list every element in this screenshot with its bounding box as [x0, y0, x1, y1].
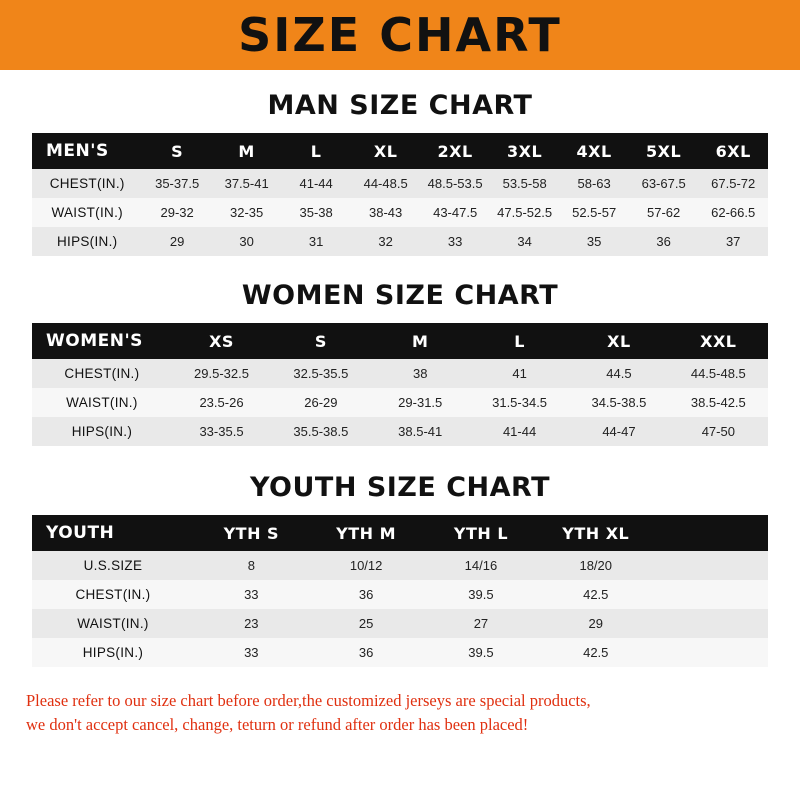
table-header-cell: YTH S	[223, 523, 280, 543]
table-cell: 36	[358, 587, 374, 602]
table-cell: 35-37.5	[155, 176, 200, 191]
table-cell: 47.5-52.5	[497, 205, 553, 220]
table-cell: 37	[725, 234, 741, 249]
table-header-cell: XL	[373, 141, 398, 161]
table-cell: 30	[239, 234, 254, 249]
table-header-cell: 4XL	[576, 141, 612, 161]
table-header-row	[32, 133, 768, 169]
table-cell: 41	[512, 366, 527, 381]
table-cell: 23.5-26	[199, 395, 244, 410]
table-cell: 47-50	[701, 424, 735, 439]
table-cell: 36	[656, 234, 671, 249]
table-cell: 38	[412, 366, 428, 381]
table-header-cell: YTH L	[453, 523, 509, 543]
table-header-cell: YOUTH	[46, 523, 115, 543]
table-cell: 44.5	[606, 366, 632, 381]
table-cell: 29.5-32.5	[194, 366, 249, 381]
women-size-table	[32, 323, 768, 446]
table-cell: 57-62	[647, 205, 681, 220]
row-label: HIPS(IN.)	[71, 424, 133, 439]
table-cell: 34	[517, 234, 532, 249]
table-cell: 38.5-42.5	[690, 395, 746, 410]
table-cell: 32	[378, 234, 393, 249]
section-heading-men: MAN SIZE CHART	[267, 90, 533, 121]
table-row	[32, 580, 768, 609]
table-cell: 32-35	[230, 205, 264, 220]
row-label: CHEST(IN.)	[75, 587, 151, 602]
table-header-cell: M	[412, 331, 429, 351]
table-row	[32, 609, 768, 638]
table-header-cell: YTH M	[336, 523, 397, 543]
table-header-cell: M	[238, 141, 255, 161]
table-cell	[653, 551, 768, 580]
table-cell	[653, 638, 768, 667]
table-row	[32, 388, 768, 417]
table-cell: 34.5-38.5	[591, 395, 647, 410]
women-table-wrap	[32, 323, 768, 446]
men-size-table	[32, 133, 768, 256]
table-cell: 44-47	[602, 424, 636, 439]
table-header-cell: L	[310, 141, 322, 161]
table-cell: 33-35.5	[199, 424, 244, 439]
table-cell: 42.5	[583, 587, 609, 602]
table-cell: 29	[169, 234, 185, 249]
table-row	[32, 551, 768, 580]
men-table-wrap	[32, 133, 768, 256]
table-header-row	[32, 515, 768, 551]
table-header-cell: XXL	[700, 331, 737, 351]
table-cell: 33	[244, 645, 259, 660]
table-cell: 44.5-48.5	[690, 366, 746, 381]
table-header-cell: L	[514, 331, 525, 351]
table-cell: 42.5	[583, 645, 609, 660]
table-header-cell: XS	[209, 331, 234, 351]
table-row	[32, 417, 768, 446]
table-cell: 58-63	[577, 176, 611, 191]
table-cell: 25	[358, 616, 374, 631]
footer-note-line-2: we don't accept cancel, change, teturn or refund after order has been placed!	[26, 714, 529, 734]
table-cell: 52.5-57	[572, 205, 617, 220]
youth-size-table	[32, 515, 768, 667]
table-row	[32, 169, 768, 198]
table-cell: 29-31.5	[398, 395, 443, 410]
table-cell: 31.5-34.5	[492, 395, 548, 410]
section-heading-youth: YOUTH SIZE CHART	[249, 472, 551, 503]
row-label: CHEST(IN.)	[49, 176, 125, 191]
table-header-cell: 3XL	[507, 141, 543, 161]
table-cell: 27	[473, 616, 489, 631]
table-header-cell: 2XL	[437, 141, 473, 161]
section-heading-women: WOMEN SIZE CHART	[241, 280, 559, 311]
row-label: WAIST(IN.)	[66, 395, 138, 410]
table-header-cell	[653, 515, 768, 551]
row-label: WAIST(IN.)	[51, 205, 123, 220]
table-cell: 41-44	[502, 424, 537, 439]
table-header-row	[32, 323, 768, 359]
table-cell: 10/12	[349, 558, 383, 573]
table-cell: 23	[244, 616, 259, 631]
table-header-cell: 6XL	[715, 141, 751, 161]
row-label: HIPS(IN.)	[82, 645, 144, 660]
footer-note	[26, 689, 774, 737]
banner	[0, 0, 800, 70]
table-cell: 48.5-53.5	[427, 176, 483, 191]
table-header-cell: S	[314, 331, 327, 351]
table-cell: 26-29	[304, 395, 338, 410]
table-cell: 39.5	[468, 587, 494, 602]
table-cell: 36	[358, 645, 374, 660]
row-label: CHEST(IN.)	[64, 366, 140, 381]
table-cell: 29	[588, 616, 603, 631]
table-row	[32, 198, 768, 227]
youth-table-wrap	[32, 515, 768, 667]
table-cell: 33	[244, 587, 259, 602]
row-label: WAIST(IN.)	[77, 616, 149, 631]
table-cell: 38-43	[369, 205, 403, 220]
table-header-cell: XL	[607, 331, 631, 351]
table-cell: 67.5-72	[711, 176, 756, 191]
table-header-cell: YTH XL	[562, 523, 630, 543]
table-cell	[653, 609, 768, 638]
table-cell	[653, 580, 768, 609]
row-label: HIPS(IN.)	[56, 234, 118, 249]
table-cell: 39.5	[468, 645, 494, 660]
table-cell: 33	[447, 234, 463, 249]
table-header-cell: S	[171, 141, 184, 161]
table-cell: 29-32	[160, 205, 194, 220]
table-cell: 35.5-38.5	[293, 424, 349, 439]
table-row	[32, 359, 768, 388]
table-cell: 18/20	[579, 558, 613, 573]
table-cell: 14/16	[464, 558, 498, 573]
table-cell: 35-38	[299, 205, 333, 220]
table-cell: 32.5-35.5	[293, 366, 349, 381]
table-row	[32, 227, 768, 256]
table-header-cell: MEN'S	[46, 141, 109, 161]
table-cell: 63-67.5	[641, 176, 686, 191]
table-cell: 35	[586, 234, 602, 249]
page-title: SIZE CHART	[238, 8, 562, 62]
table-cell: 41-44	[299, 176, 333, 191]
table-row	[32, 638, 768, 667]
table-header-cell: 5XL	[646, 141, 682, 161]
table-cell: 31	[308, 234, 324, 249]
table-cell: 37.5-41	[224, 176, 269, 191]
table-header-cell: WOMEN'S	[46, 331, 143, 351]
table-cell: 44-48.5	[363, 176, 408, 191]
table-cell: 43-47.5	[433, 205, 478, 220]
row-label: U.S.SIZE	[83, 558, 143, 573]
table-cell: 8	[247, 558, 255, 573]
table-cell: 38.5-41	[398, 424, 443, 439]
footer-note-line-1: Please refer to our size chart before order,the customized jerseys are special products,	[26, 691, 591, 710]
table-cell: 62-66.5	[711, 205, 756, 220]
table-cell: 53.5-58	[502, 176, 547, 191]
